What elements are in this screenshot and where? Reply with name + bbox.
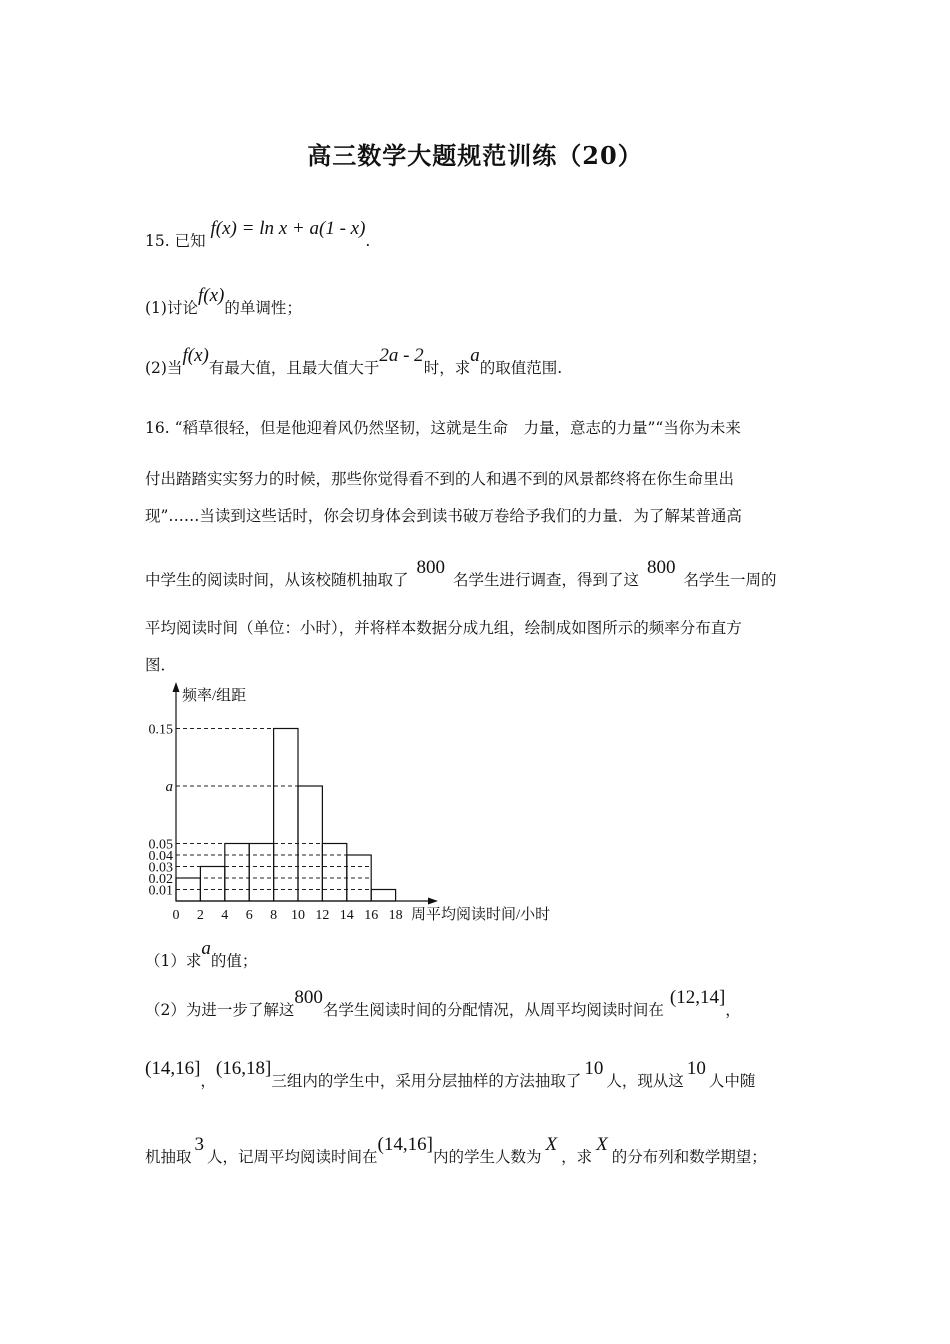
q15-part2	[145, 345, 810, 377]
q16-part2-l3-d: ，求	[561, 1148, 593, 1166]
q16-line4-b: 名学生进行调查，得到了这	[453, 571, 640, 589]
y-tick-label-4: 0.05	[148, 837, 173, 853]
q16-part2-line2	[145, 1058, 810, 1090]
y-axis-title: 频率/组距	[182, 688, 247, 704]
q16-var-x-first: X	[545, 1134, 558, 1155]
q16-part2-l1-b: 名学生阅读时间的分配情况，从周平均阅读时间在	[322, 1001, 664, 1019]
x-tick-label-9: 18	[388, 908, 403, 923]
x-tick-label-6: 12	[315, 908, 330, 923]
histogram-bar-4	[274, 729, 298, 902]
y-tick-label-0: 0.01	[148, 883, 173, 899]
y-tick-label-5: a	[165, 779, 173, 795]
histogram-bar-8	[371, 890, 395, 902]
q16-part1-suffix: 的值；	[210, 952, 258, 970]
q16-n800-second: 800	[647, 557, 676, 578]
frequency-histogram	[138, 680, 598, 930]
q15-part2-suffix: 的取值范围.	[479, 359, 563, 377]
y-tick-label-2: 0.03	[148, 860, 173, 876]
y-tick-label-3: 0.04	[148, 849, 173, 864]
q16-comma: ，	[725, 1001, 741, 1019]
q15-part2-mid2: 时，求	[423, 359, 471, 377]
histogram-bar-6	[322, 844, 346, 902]
x-tick-label-0: 0	[172, 908, 180, 923]
x-tick-label-5: 10	[291, 908, 305, 923]
q16-var-x-second: X	[596, 1134, 608, 1155]
x-tick-label-1: 2	[196, 908, 204, 923]
q15-part1-fx: f(x)	[197, 285, 225, 306]
x-axis-title: 周平均阅读时间/小时	[411, 907, 551, 923]
q16-interval-14-16-b: (14,16]	[377, 1134, 433, 1155]
q15-label: 15. 已知	[145, 232, 206, 250]
histogram-bar-3	[249, 844, 273, 902]
y-tick-label-1: 0.02	[148, 872, 173, 887]
histogram-bar-1	[200, 867, 224, 902]
q16-interval-16-18: (16,18]	[215, 1058, 272, 1079]
q16-part1	[145, 938, 810, 970]
q16-part2-l2-c: 人中随	[708, 1072, 756, 1090]
q16-line4-c: 名学生一周的	[683, 571, 777, 589]
q15-part1-prefix: (1)讨论	[145, 299, 198, 317]
q16-interval-14-16: (14,16]	[145, 1058, 201, 1079]
x-tick-label-4: 8	[270, 908, 278, 923]
q16-n800-first: 800	[416, 557, 446, 578]
page-title: 高三数学大题规范训练（20）	[307, 141, 643, 170]
q15-statement	[145, 218, 810, 250]
q16-line3: 现”……当读到这些话时，你会切身体会到读书破万卷给予我们的力量．为了解某普通高	[145, 507, 742, 525]
q15-part2-mid: 有最大值，且最大值大于	[208, 359, 380, 377]
q16-n3: 3	[194, 1134, 205, 1155]
q16-part2-l3-e: 的分布列和数学期望；	[611, 1148, 767, 1166]
q15-function-expr: f(x) = ln x + a(1 - x)	[210, 218, 366, 239]
q16-part2-l2-a: 三组内的学生中，采用分层抽样的方法抽取了	[271, 1072, 582, 1090]
q15-part1	[145, 285, 810, 317]
histogram-bar-2	[225, 844, 249, 902]
q15-part2-prefix: (2)当	[145, 359, 183, 377]
q15-part2-fx: f(x)	[182, 345, 209, 366]
x-axis-arrow	[428, 898, 438, 905]
q16-n10-first: 10	[584, 1058, 604, 1079]
q16-line1: 16. “稻草很轻，但是他迎着风仍然坚韧，这就是生命 力量，意志的力量”“当你为未来	[145, 419, 741, 437]
y-tick-label-6: 0.15	[148, 722, 173, 738]
q16-part2-l1-a: （2）为进一步了解这	[145, 1001, 295, 1019]
x-tick-label-3: 6	[245, 908, 253, 923]
x-tick-label-8: 16	[364, 908, 379, 923]
q16-line5: 平均阅读时间（单位：小时），并将样本数据分成九组，绘制成如图所示的频率分布直方	[145, 619, 742, 637]
q16-part2-l3-a: 机抽取	[145, 1148, 192, 1166]
q16-part1-a: a	[201, 938, 211, 959]
q16-part2-l3-b: 人，记周平均阅读时间在	[207, 1148, 378, 1166]
q16-part2-l3-c: 内的学生人数为	[432, 1148, 542, 1166]
x-tick-label-7: 14	[339, 908, 354, 923]
q16-line4	[145, 557, 810, 589]
q16-part2-line3	[145, 1134, 810, 1166]
q16-sep: ，	[200, 1072, 216, 1090]
q15-part2-expr: 2a - 2	[379, 345, 424, 366]
q16-part2-line1	[145, 987, 810, 1019]
q16-part2-n800: 800	[294, 987, 323, 1008]
x-tick-label-2: 4	[221, 908, 229, 923]
q16-part1-prefix: （1）求	[145, 952, 202, 970]
q16-interval-12-14: (12,14]	[669, 987, 726, 1008]
q16-part2-l2-b: 人，现从这	[606, 1072, 684, 1090]
q16-line4-a: 中学生的阅读时间，从该校随机抽取了	[145, 571, 409, 589]
y-axis-arrow	[173, 682, 180, 692]
q15-period: .	[365, 232, 371, 250]
q16-line6: 图．	[145, 656, 177, 674]
q16-line2: 付出踏踏实实努力的时候，那些你觉得看不到的人和遇不到的风景都终将在你生命里出	[145, 470, 735, 488]
q15-part1-suffix: 的单调性；	[224, 299, 302, 317]
q15-part2-a: a	[470, 345, 480, 366]
q16-n10-second: 10	[686, 1058, 706, 1079]
